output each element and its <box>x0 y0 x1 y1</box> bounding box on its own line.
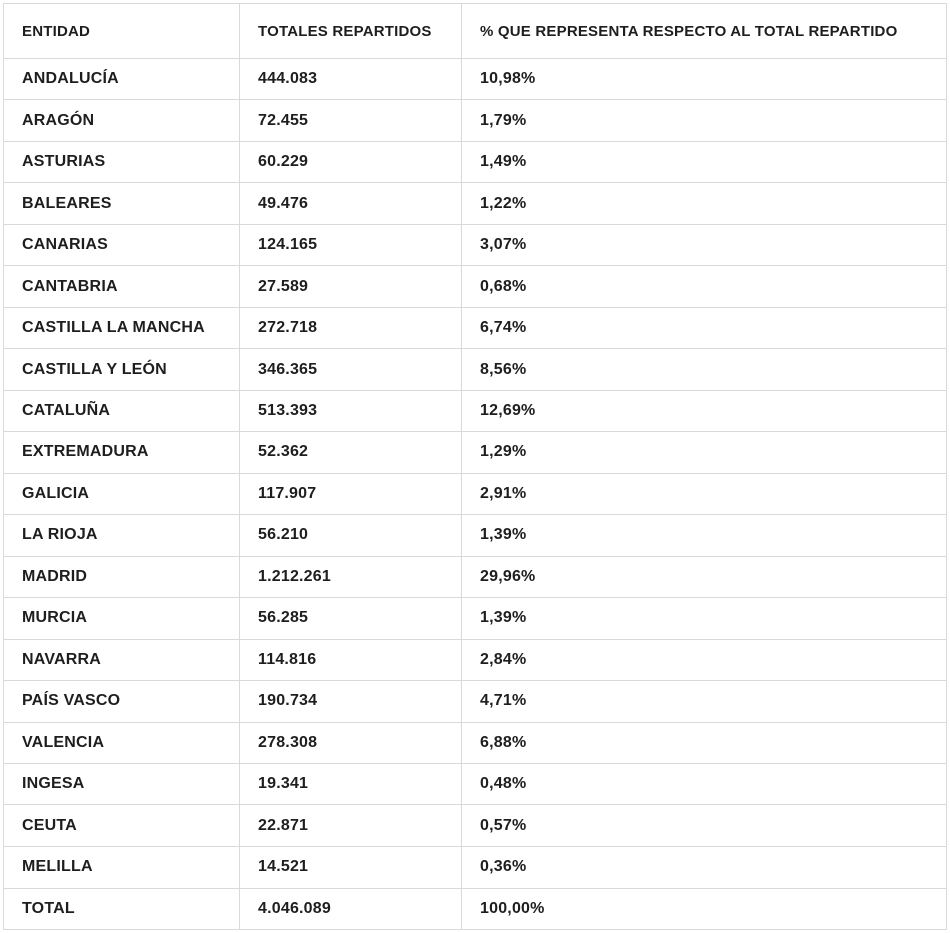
total-cell: 124.165 <box>240 224 462 265</box>
percent-cell: 2,84% <box>462 639 947 680</box>
table-row <box>4 556 947 597</box>
total-cell: 72.455 <box>240 100 462 141</box>
table-row <box>4 266 947 307</box>
total-cell: 346.365 <box>240 349 462 390</box>
entity-cell: MURCIA <box>4 598 240 639</box>
percent-cell: 29,96% <box>462 556 947 597</box>
entity-cell: BALEARES <box>4 183 240 224</box>
entity-cell: CEUTA <box>4 805 240 846</box>
table-row <box>4 307 947 348</box>
total-cell: 117.907 <box>240 473 462 514</box>
column-header-percent-total: % QUE REPRESENTA RESPECTO AL TOTAL REPARTIDO <box>462 4 947 59</box>
total-cell: 56.210 <box>240 515 462 556</box>
table-row <box>4 349 947 390</box>
total-cell: 14.521 <box>240 846 462 888</box>
percent-cell: 0,68% <box>462 266 947 307</box>
entity-cell: VALENCIA <box>4 722 240 763</box>
table-row <box>4 183 947 224</box>
table-body <box>4 59 947 889</box>
table-footer <box>4 888 947 929</box>
total-cell: 60.229 <box>240 141 462 182</box>
total-cell: 114.816 <box>240 639 462 680</box>
total-label-cell: TOTAL <box>4 888 240 929</box>
entity-cell: ARAGÓN <box>4 100 240 141</box>
table-row <box>4 141 947 182</box>
percent-cell: 12,69% <box>462 390 947 431</box>
total-cell: 444.083 <box>240 59 462 100</box>
percent-cell: 6,74% <box>462 307 947 348</box>
total-cell: 513.393 <box>240 390 462 431</box>
column-header-totales-repartidos: TOTALES REPARTIDOS <box>240 4 462 59</box>
percent-cell: 1,39% <box>462 515 947 556</box>
total-cell: 49.476 <box>240 183 462 224</box>
distribution-table <box>3 3 947 930</box>
percent-cell: 6,88% <box>462 722 947 763</box>
table-row <box>4 100 947 141</box>
entity-cell: MADRID <box>4 556 240 597</box>
table-row <box>4 805 947 846</box>
percent-cell: 1,29% <box>462 432 947 473</box>
entity-cell: MELILLA <box>4 846 240 888</box>
table-row <box>4 515 947 556</box>
table-row <box>4 846 947 888</box>
entity-cell: CANARIAS <box>4 224 240 265</box>
table-row <box>4 59 947 100</box>
total-value-cell: 4.046.089 <box>240 888 462 929</box>
percent-cell: 1,79% <box>462 100 947 141</box>
total-cell: 27.589 <box>240 266 462 307</box>
table-header <box>4 4 947 59</box>
percent-cell: 0,36% <box>462 846 947 888</box>
percent-cell: 8,56% <box>462 349 947 390</box>
total-cell: 1.212.261 <box>240 556 462 597</box>
entity-cell: PAÍS VASCO <box>4 681 240 722</box>
table-row <box>4 432 947 473</box>
percent-cell: 4,71% <box>462 681 947 722</box>
total-cell: 19.341 <box>240 763 462 804</box>
column-header-entidad: ENTIDAD <box>4 4 240 59</box>
table-row <box>4 763 947 804</box>
percent-cell: 3,07% <box>462 224 947 265</box>
total-cell: 190.734 <box>240 681 462 722</box>
entity-cell: CASTILLA Y LEÓN <box>4 349 240 390</box>
table-row <box>4 390 947 431</box>
percent-cell: 1,49% <box>462 141 947 182</box>
entity-cell: NAVARRA <box>4 639 240 680</box>
entity-cell: CATALUÑA <box>4 390 240 431</box>
total-cell: 56.285 <box>240 598 462 639</box>
table-row <box>4 722 947 763</box>
percent-cell: 0,57% <box>462 805 947 846</box>
percent-cell: 0,48% <box>462 763 947 804</box>
total-cell: 278.308 <box>240 722 462 763</box>
total-percent-cell: 100,00% <box>462 888 947 929</box>
total-cell: 52.362 <box>240 432 462 473</box>
entity-cell: ANDALUCÍA <box>4 59 240 100</box>
table-row <box>4 681 947 722</box>
entity-cell: INGESA <box>4 763 240 804</box>
table-row <box>4 473 947 514</box>
table-row <box>4 224 947 265</box>
entity-cell: ASTURIAS <box>4 141 240 182</box>
entity-cell: CASTILLA LA MANCHA <box>4 307 240 348</box>
entity-cell: EXTREMADURA <box>4 432 240 473</box>
table-row <box>4 639 947 680</box>
entity-cell: GALICIA <box>4 473 240 514</box>
table-row <box>4 598 947 639</box>
percent-cell: 10,98% <box>462 59 947 100</box>
percent-cell: 2,91% <box>462 473 947 514</box>
entity-cell: LA RIOJA <box>4 515 240 556</box>
percent-cell: 1,39% <box>462 598 947 639</box>
percent-cell: 1,22% <box>462 183 947 224</box>
total-cell: 22.871 <box>240 805 462 846</box>
header-row <box>4 4 947 59</box>
entity-cell: CANTABRIA <box>4 266 240 307</box>
total-row <box>4 888 947 929</box>
total-cell: 272.718 <box>240 307 462 348</box>
